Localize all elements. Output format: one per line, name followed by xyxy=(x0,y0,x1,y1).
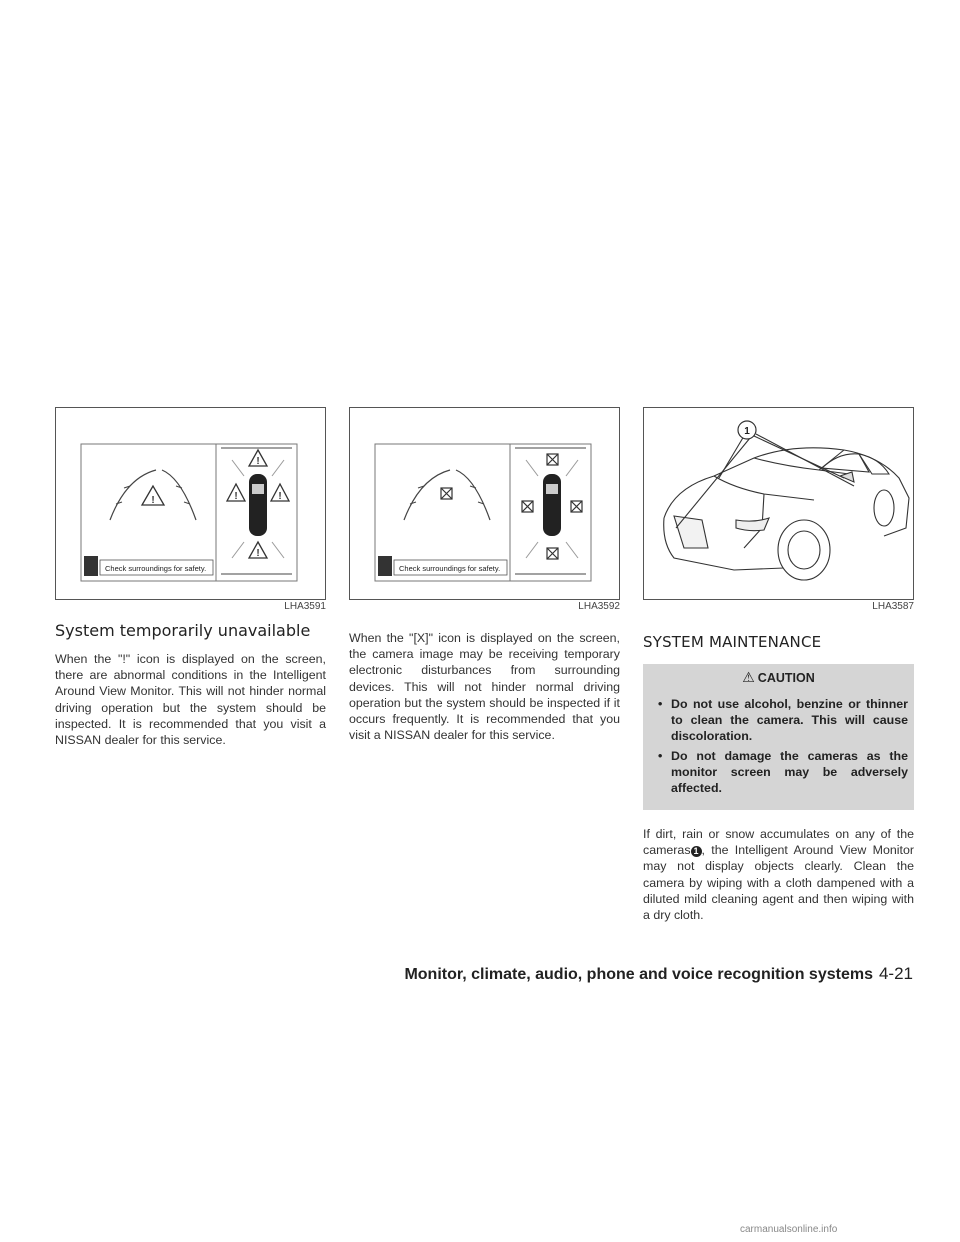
footer-section-title: Monitor, climate, audio, phone and voice recognition systems xyxy=(404,966,873,983)
camera-icon xyxy=(378,556,392,576)
figure-code: LHA3592 xyxy=(578,601,620,612)
caution-box xyxy=(643,664,914,810)
svg-text:!: ! xyxy=(234,491,238,502)
caution-icon: ⚠ xyxy=(742,669,755,685)
car-top-icon xyxy=(249,474,267,536)
caution-item: • Do not use alcohol, benzine or thinner to clean the camera. This will cause discoloration. xyxy=(658,697,908,743)
car-camera-illustration xyxy=(644,408,913,599)
figure-banner-text: Check surroundings for safety. xyxy=(105,564,207,573)
figure-code: LHA3591 xyxy=(284,601,326,612)
svg-text:1: 1 xyxy=(744,426,750,437)
svg-text:!: ! xyxy=(256,548,260,559)
callout-1-badge: 1 xyxy=(691,846,702,857)
caution-item: • Do not damage the cameras as the monitor screen may be adversely affected. xyxy=(658,749,908,795)
section-heading: System temporarily unavailable xyxy=(55,621,311,640)
maintenance-body: If dirt, rain or snow accumulates on any of the cameras 1 , the Intelligent Around View Monitor may not display objects clearly. Clean the camera by wiping with a cloth dampened with a diluted mild cleaning agent and then wiping with a dry cloth. xyxy=(643,827,914,923)
figure-warning-screen xyxy=(55,407,326,600)
page-footer xyxy=(404,964,913,984)
section-body: When the "!" icon is displayed on the screen, there are abnormal conditions in the Intelligent Around View Monitor. This will not hinder normal driving operation but the system should be inspected. It is recommended that you visit a NISSAN dealer for this service. xyxy=(55,652,326,748)
section-body: When the "[X]" icon is displayed on the screen, the camera image may be receiving temporary electronic disturbances from surrounding devices. This will not hinder normal driving operation but the system should be inspected if it occurs frequently. It is recommended that you visit a NISSAN dealer for this service. xyxy=(349,631,620,743)
figure-code: LHA3587 xyxy=(872,601,914,612)
figure-camera-locations xyxy=(643,407,914,600)
section-heading: SYSTEM MAINTENANCE xyxy=(643,633,822,651)
page-number: 4-21 xyxy=(878,964,913,983)
figure-disturbance-screen xyxy=(349,407,620,600)
figure-banner-text: Check surroundings for safety. xyxy=(399,564,501,573)
caution-list xyxy=(643,696,914,796)
caution-label: CAUTION xyxy=(757,671,815,685)
svg-text:!: ! xyxy=(278,491,282,502)
car-top-icon xyxy=(543,474,561,536)
svg-text:!: ! xyxy=(151,495,155,506)
svg-text:!: ! xyxy=(256,456,260,467)
camera-icon xyxy=(84,556,98,576)
watermark: carmanualsonline.info xyxy=(740,1224,838,1235)
